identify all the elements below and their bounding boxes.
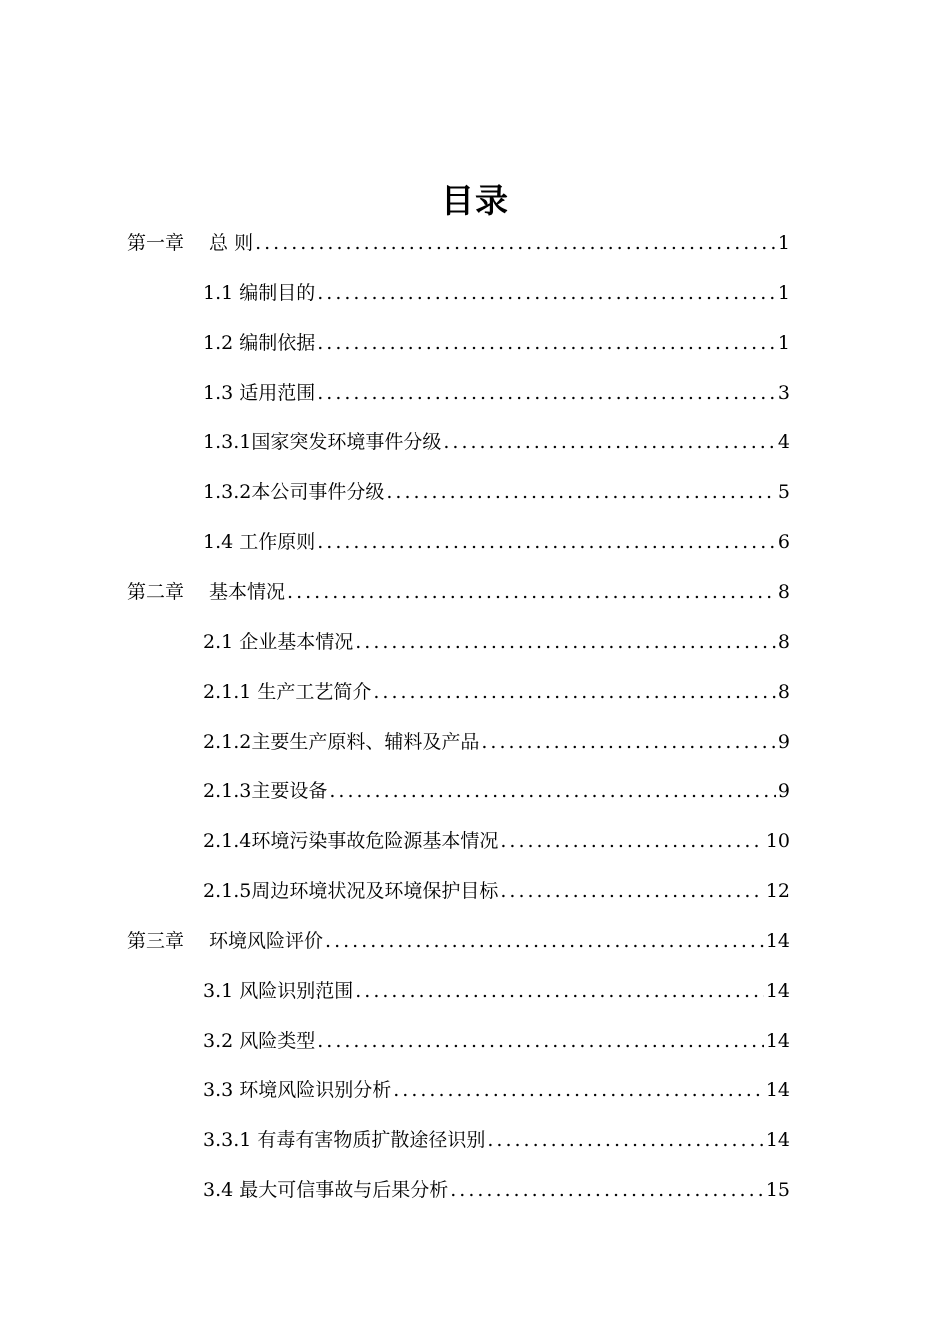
toc-section-entry[interactable] — [203, 1123, 790, 1157]
toc-section-entry[interactable] — [203, 376, 790, 410]
toc-section-entry[interactable] — [203, 625, 790, 659]
toc-chapter-entry[interactable] — [127, 924, 790, 958]
toc-section-entry[interactable] — [203, 425, 790, 459]
toc-entry-label: 2.1.2主要生产原料、辅料及产品 — [203, 731, 480, 753]
toc-entry-label: 2.1.5周边环境状况及环境保护目标 — [203, 880, 499, 902]
toc-page-number: 1 — [777, 282, 790, 304]
toc-dot-leader — [317, 276, 776, 310]
toc-page-number: 9 — [777, 780, 790, 802]
toc-section-entry[interactable] — [203, 1073, 790, 1107]
toc-entry-label: 1.4 工作原则 — [203, 531, 316, 553]
toc-dot-leader — [386, 475, 776, 509]
toc-section-entry[interactable] — [203, 774, 790, 808]
toc-page-number: 14 — [765, 980, 790, 1002]
toc-page-number: 1 — [777, 232, 790, 254]
toc-dot-leader — [325, 924, 764, 958]
toc-page-number: 3 — [777, 382, 790, 404]
toc-chapter-entry[interactable] — [127, 575, 790, 609]
toc-page-number: 8 — [777, 631, 790, 653]
toc-section-entry[interactable] — [203, 276, 790, 310]
toc-entry-label: 3.1 风险识别范围 — [203, 980, 354, 1002]
toc-entry-label: 1.3.2本公司事件分级 — [203, 481, 385, 503]
toc-section-entry[interactable] — [203, 675, 790, 709]
toc-entry-label: 2.1.3主要设备 — [203, 780, 328, 802]
toc-title: 目录 — [441, 181, 509, 220]
toc-entry-label: 1.3.1国家突发环境事件分级 — [203, 431, 442, 453]
toc-section-entry[interactable] — [203, 725, 790, 759]
toc-dot-leader — [355, 625, 776, 659]
toc-page-number: 15 — [765, 1179, 790, 1201]
toc-dot-leader — [329, 774, 776, 808]
toc-entry-label: 3.2 风险类型 — [203, 1030, 316, 1052]
toc-dot-leader — [487, 1123, 763, 1157]
toc-page-number: 14 — [765, 1129, 790, 1151]
toc-page-number: 5 — [777, 481, 790, 503]
toc-entry-label: 1.3 适用范围 — [203, 382, 316, 404]
toc-section-entry[interactable] — [203, 525, 790, 559]
toc-dot-leader — [373, 675, 776, 709]
toc-page-number: 8 — [777, 581, 790, 603]
toc-section-entry[interactable] — [203, 824, 790, 858]
toc-section-entry[interactable] — [203, 974, 790, 1008]
toc-dot-leader — [317, 376, 776, 410]
toc-entry-label: 第一章 总 则 — [127, 232, 254, 254]
toc-entry-label: 第二章 基本情况 — [127, 581, 286, 603]
toc-entry-label: 1.1 编制目的 — [203, 282, 316, 304]
toc-page-number: 9 — [777, 731, 790, 753]
toc-page-number: 6 — [777, 531, 790, 553]
toc-page-number: 4 — [777, 431, 790, 453]
toc-dot-leader — [500, 874, 763, 908]
toc-dot-leader — [443, 425, 776, 459]
toc-section-entry[interactable] — [203, 1173, 790, 1207]
toc-entry-label: 2.1.1 生产工艺简介 — [203, 681, 372, 703]
toc-dot-leader — [317, 326, 776, 360]
toc-dot-leader — [317, 525, 776, 559]
toc-page-number: 14 — [765, 930, 790, 952]
toc-entry-label: 2.1 企业基本情况 — [203, 631, 354, 653]
toc-entry-label: 3.3.1 有毒有害物质扩散途径识别 — [203, 1129, 486, 1151]
toc-dot-leader — [287, 575, 776, 609]
toc-entry-label: 第三章 环境风险评价 — [127, 930, 324, 952]
toc-entry-label: 3.3 环境风险识别分析 — [203, 1079, 392, 1101]
toc-page-number: 8 — [777, 681, 790, 703]
toc-dot-leader — [450, 1173, 764, 1207]
toc-dot-leader — [481, 725, 776, 759]
toc-page-number: 14 — [765, 1030, 790, 1052]
toc-section-entry[interactable] — [203, 326, 790, 360]
toc-dot-leader — [500, 824, 763, 858]
toc-entry-label: 2.1.4环境污染事故危险源基本情况 — [203, 830, 499, 852]
toc-dot-leader — [393, 1073, 764, 1107]
toc-entry-label: 1.2 编制依据 — [203, 332, 316, 354]
toc-page-number: 12 — [765, 880, 790, 902]
toc-page-number: 10 — [765, 830, 790, 852]
toc-page-number: 14 — [765, 1079, 790, 1101]
toc-dot-leader — [355, 974, 764, 1008]
toc-page-number: 1 — [777, 332, 790, 354]
toc-chapter-entry[interactable] — [127, 226, 790, 260]
toc-dot-leader — [255, 226, 776, 260]
toc-section-entry[interactable] — [203, 475, 790, 509]
toc-entry-label: 3.4 最大可信事故与后果分析 — [203, 1179, 449, 1201]
toc-section-entry[interactable] — [203, 874, 790, 908]
toc-dot-leader — [317, 1024, 764, 1058]
toc-section-entry[interactable] — [203, 1024, 790, 1058]
